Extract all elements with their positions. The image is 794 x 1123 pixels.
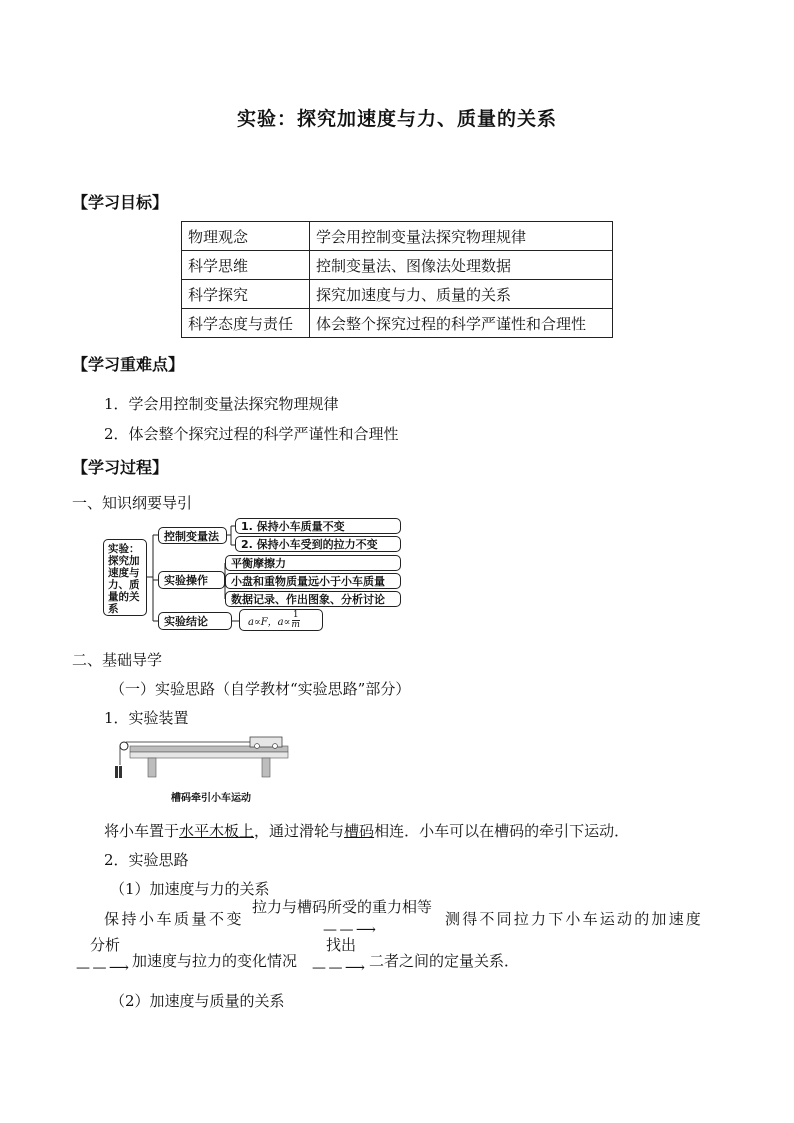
underlined-text: 水平木板上 xyxy=(179,822,255,840)
keypoint-item: 2．体会整个探究过程的科学严谨性和合理性 xyxy=(104,425,399,443)
formula-fraction xyxy=(291,611,300,630)
formula-text: a∝F，a∝ xyxy=(248,616,291,628)
page-title: 实验：探究加速度与力、质量的关系 xyxy=(236,108,557,130)
right-arrow-icon: — — ⟶ xyxy=(323,922,375,938)
fraction-denominator: m xyxy=(291,619,300,630)
right-arrow-icon: — — ⟶ xyxy=(312,960,364,976)
sub-heading-experiment-idea: （一）实验思路（自学教材“实验思路”部分） xyxy=(110,680,411,698)
goal-key: 科学探究 xyxy=(182,280,310,309)
reasoning-arrow xyxy=(252,900,445,936)
mindmap-branch-conclusion: 实验结论 xyxy=(158,612,232,630)
subsection-acceleration-mass: （2）加速度与质量的关系 xyxy=(110,992,285,1010)
subsection-acceleration-force: （1）加速度与力的关系 xyxy=(110,880,270,898)
mindmap-leaf: 2. 保持小车受到的拉力不变 xyxy=(235,536,401,552)
text-fragment: 将小车置于 xyxy=(104,822,180,840)
process-heading: 【学习过程】 xyxy=(72,458,169,477)
arrow-label: 找出 xyxy=(325,936,356,954)
mindmap-branch-control-variable: 控制变量法 xyxy=(158,527,227,544)
goal-value: 探究加速度与力、质量的关系 xyxy=(310,280,613,309)
table-row xyxy=(182,222,613,251)
text-fragment: 加速度与拉力的变化情况 xyxy=(132,952,298,970)
text-fragment: 测得不同拉力下小车运动的加速度 xyxy=(445,910,704,928)
item-experiment-idea: 2．实验思路 xyxy=(104,851,189,869)
item-apparatus: 1．实验装置 xyxy=(104,709,189,727)
goal-value: 体会整个探究过程的科学严谨性和合理性 xyxy=(310,309,613,338)
right-arrow-icon: — — ⟶ xyxy=(76,960,128,976)
reasoning-arrow xyxy=(312,938,370,974)
fraction-numerator: 1 xyxy=(292,609,299,620)
part2-heading: 二、基础导学 xyxy=(72,651,163,669)
arrow-label: 分析 xyxy=(89,936,120,954)
goal-value: 控制变量法、图像法处理数据 xyxy=(310,251,613,280)
goals-table xyxy=(181,221,613,338)
text-fragment: 二者之间的定量关系． xyxy=(369,952,520,970)
figure-caption: 槽码牵引小车运动 xyxy=(171,793,251,804)
goal-key: 物理观念 xyxy=(182,222,310,251)
mindmap-leaf: 1. 保持小车质量不变 xyxy=(235,518,401,534)
mindmap-conclusion-formula xyxy=(239,609,323,631)
table-row xyxy=(182,280,613,309)
goal-value: 学会用控制变量法探究物理规律 xyxy=(310,222,613,251)
arrow-label: 拉力与槽码所受的重力相等 xyxy=(252,898,433,916)
goals-heading: 【学习目标】 xyxy=(72,193,169,212)
keypoint-item: 1．学会用控制变量法探究物理规律 xyxy=(104,395,339,413)
mindmap-branch-operation: 实验操作 xyxy=(158,571,225,589)
goal-key: 科学思维 xyxy=(182,251,310,280)
mindmap-leaf: 平衡摩擦力 xyxy=(225,555,401,571)
underlined-text: 槽码 xyxy=(344,822,375,840)
text-fragment: 保持小车质量不变 xyxy=(104,910,245,928)
mindmap-leaf: 小盘和重物质量远小于小车质量 xyxy=(225,573,401,589)
text-fragment: ，通过滑轮与 xyxy=(254,822,345,840)
knowledge-mindmap xyxy=(101,517,411,635)
table-row xyxy=(182,251,613,280)
keypoints-heading: 【学习重难点】 xyxy=(72,355,185,374)
goal-key: 科学态度与责任 xyxy=(182,309,310,338)
text-fragment: 相连．小车可以在槽码的牵引下运动． xyxy=(374,822,630,840)
part1-heading: 一、知识纲要导引 xyxy=(72,494,193,512)
paragraph-setup xyxy=(104,820,629,841)
table-row xyxy=(182,309,613,338)
reasoning-arrow xyxy=(76,938,134,974)
mindmap-root: 实验：探究加速度与力、质量的关系 xyxy=(103,539,147,616)
mindmap-leaf: 数据记录、作出图象、分析讨论 xyxy=(225,591,401,607)
